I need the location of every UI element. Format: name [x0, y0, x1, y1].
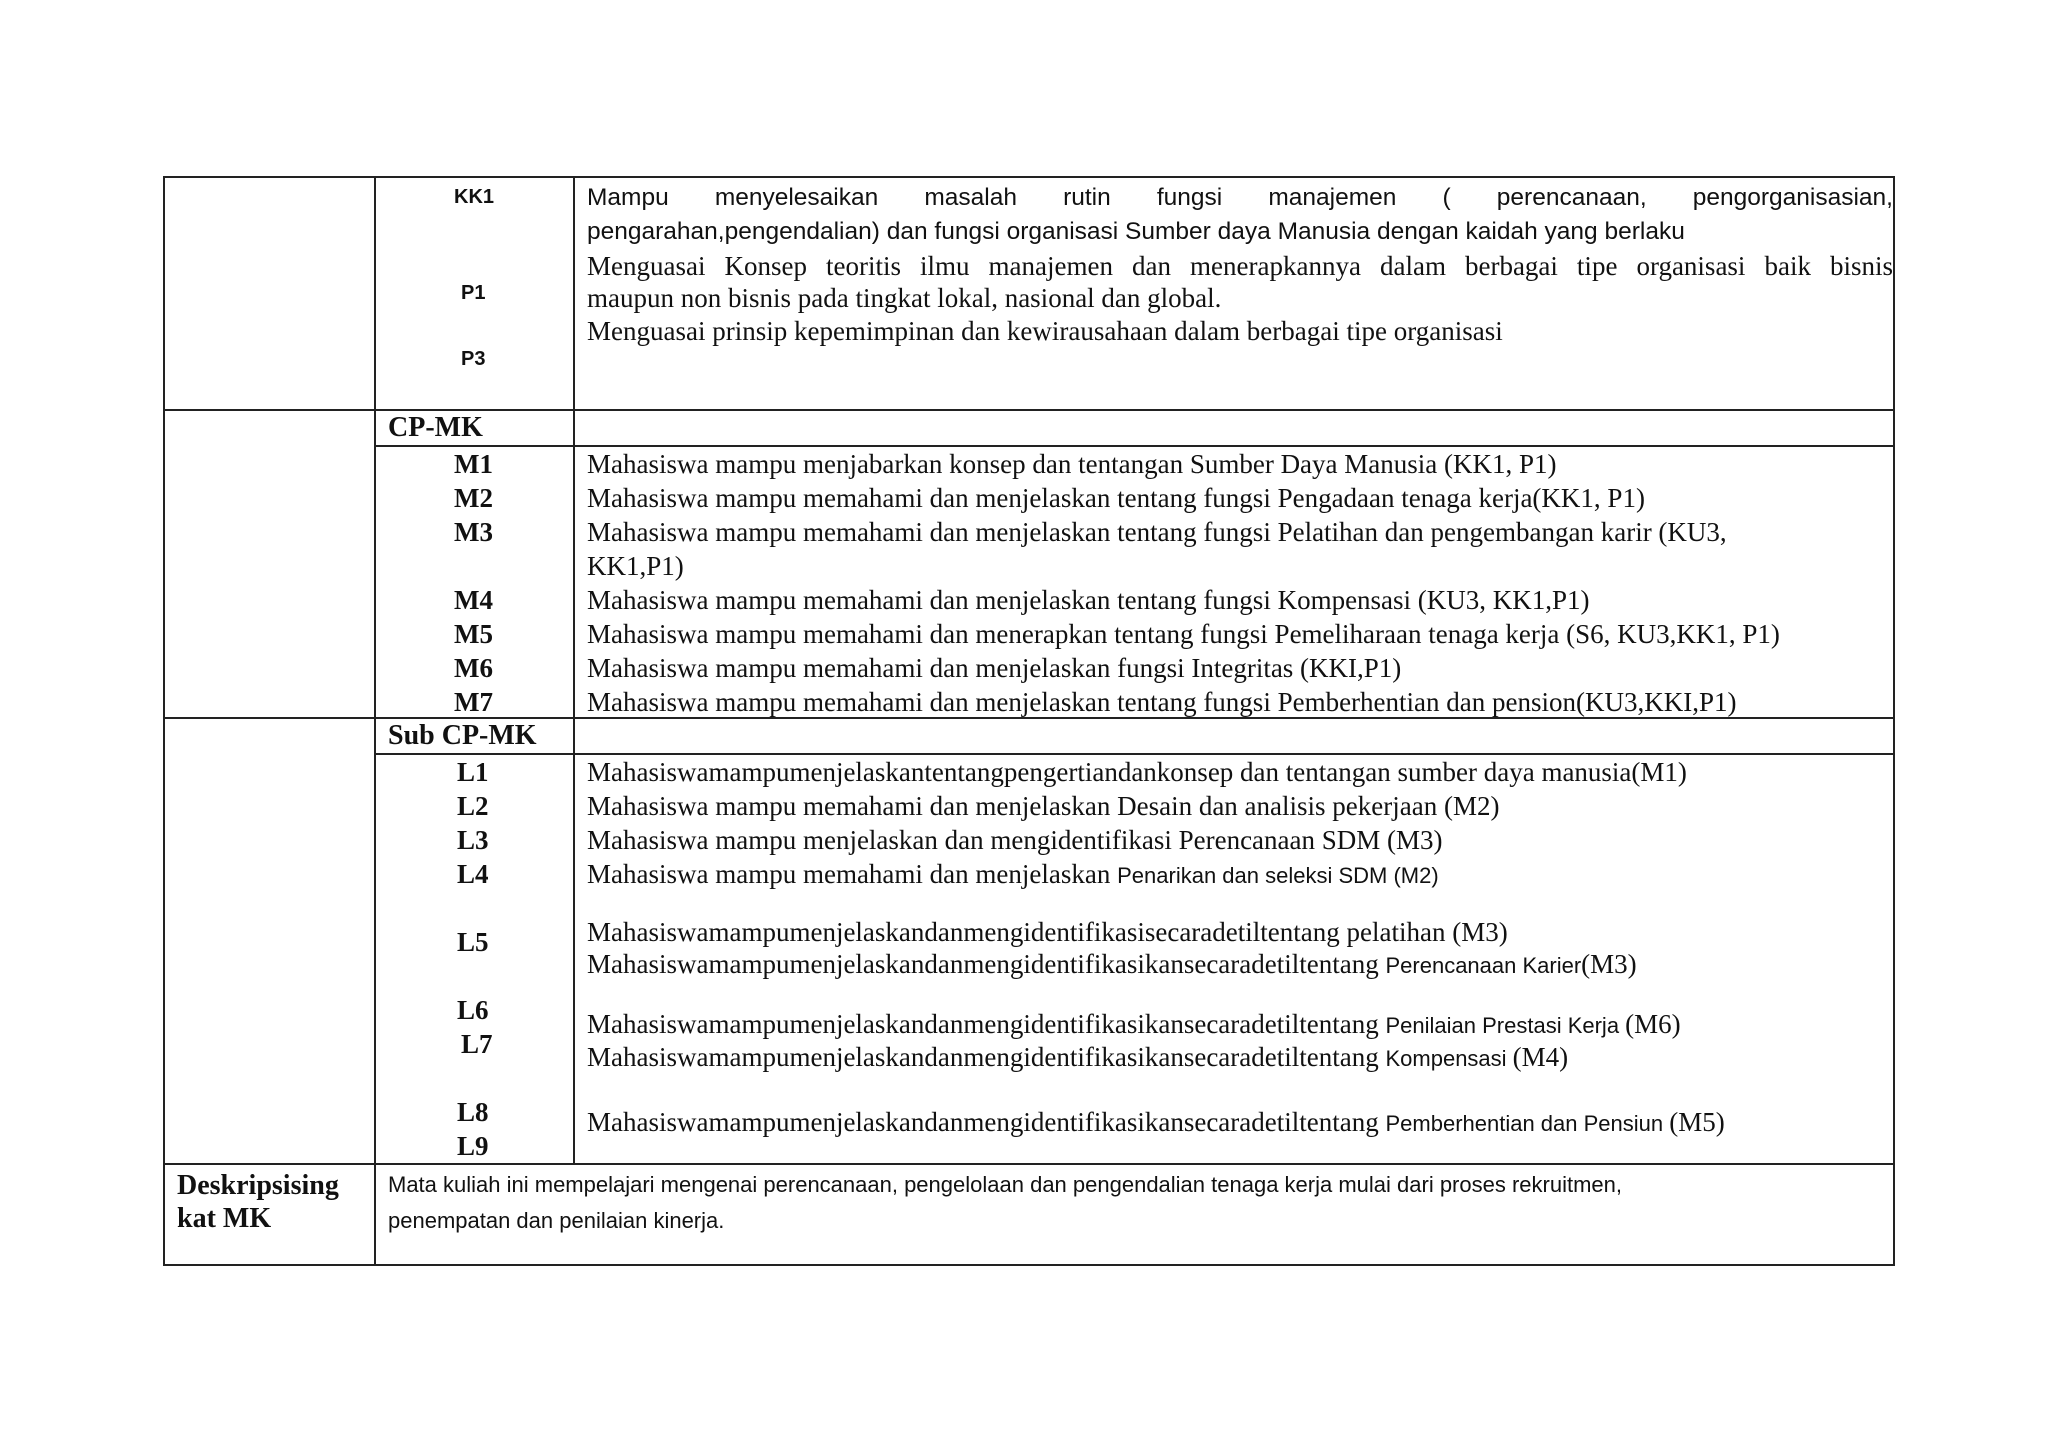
- kk1-line1: Mampu menyelesaikan masalah rutin fungsi manajemen ( perencanaan, pengorganisasian,: [587, 184, 1893, 211]
- l4-text: [587, 857, 1439, 893]
- l6-text-a: Mahasiswamampumenjelaskandanmengidentifikasikansecaradetiltentang: [587, 949, 1386, 979]
- row-subcpmk-content: [164, 754, 1894, 1164]
- l6-text-b: Perencanaan Karier: [1385, 953, 1582, 978]
- code-m5: M5: [454, 619, 493, 649]
- m3-text-cont: KK1,P1): [587, 551, 684, 581]
- cell-cpmk-codes: [375, 446, 574, 718]
- code-m6: M6: [454, 653, 493, 683]
- deskripsi-text-line1: Mata kuliah ini mempelajari mengenai perencanaan, pengelolaan dan pengendalian tenaga kerja mulai dari proses rekruitmen,: [388, 1172, 1622, 1197]
- p1-line2: maupun non bisnis pada tingkat lokal, nasional dan global.: [587, 283, 1222, 313]
- rps-table: [163, 176, 1895, 1266]
- l8-text: [587, 1040, 1568, 1076]
- m6-text: Mahasiswa mampu memahami dan menjelaskan fungsi Integritas (KKI,P1): [587, 653, 1402, 683]
- code-l5: L5: [457, 927, 489, 957]
- code-m4: M4: [454, 585, 493, 615]
- code-l7: L7: [461, 1029, 493, 1059]
- row-deskripsi: [164, 1164, 1894, 1265]
- cell-cpl-desc: [574, 177, 1894, 410]
- cell-empty-a1: [164, 177, 375, 410]
- m2-text: Mahasiswa mampu memahami dan menjelaskan tentang fungsi Pengadaan tenaga kerja(KK1, P1): [587, 483, 1645, 513]
- row-cpmk-header: [164, 410, 1894, 446]
- code-l4: L4: [457, 859, 489, 889]
- cell-deskripsi-label: [164, 1164, 375, 1265]
- code-l3: L3: [457, 825, 489, 855]
- code-m1: M1: [454, 449, 493, 479]
- m5-text: Mahasiswa mampu memahami dan menerapkan tentang fungsi Pemeliharaan tenaga kerja (S6, KU3,KK1, P1): [587, 619, 1780, 649]
- l9-text: [587, 1105, 1725, 1141]
- l2-text: Mahasiswa mampu memahami dan menjelaskan Desain dan analisis pekerjaan (M2): [587, 791, 1500, 821]
- cpmk-header: [375, 410, 574, 446]
- row-cpl: [164, 177, 1894, 410]
- m1-text: Mahasiswa mampu menjabarkan konsep dan tentangan Sumber Daya Manusia (KK1, P1): [587, 449, 1557, 479]
- l8-text-b: Kompensasi: [1385, 1046, 1513, 1071]
- p1-line1: Menguasai Konsep teoritis ilmu manajemen dan menerapkannya dalam berbagai tipe organisasi baik bisnis: [587, 251, 1893, 281]
- m4-text: Mahasiswa mampu memahami dan menjelaskan tentang fungsi Kompensasi (KU3, KK1,P1): [587, 585, 1590, 615]
- code-m2: M2: [454, 483, 493, 513]
- code-kk1: KK1: [454, 186, 495, 208]
- l4-text-b: Penarikan dan seleksi SDM (M2): [1117, 863, 1439, 888]
- subcpmk-header-label: Sub CP-MK: [388, 720, 537, 751]
- l5-text: Mahasiswamampumenjelaskandanmengidentifikasisecaradetiltentang pelatihan (M3): [587, 917, 1508, 947]
- cell-cpmk-header-empty: [574, 410, 1894, 446]
- cell-empty-a2: [164, 410, 375, 718]
- deskripsi-text-line2: penempatan dan penilaian kinerja.: [388, 1208, 725, 1233]
- m3-text: Mahasiswa mampu memahami dan menjelaskan tentang fungsi Pelatihan dan pengembangan karir (KU3,: [587, 517, 1727, 547]
- code-p3: P3: [461, 348, 486, 370]
- code-l6: L6: [457, 995, 489, 1025]
- l7-text: [587, 1007, 1681, 1043]
- l8-text-a: Mahasiswamampumenjelaskandanmengidentifikasikansecaradetiltentang: [587, 1042, 1386, 1072]
- row-cpmk-content: [164, 446, 1894, 718]
- l1-text: Mahasiswamampumenjelaskantentangpengertiandankonsep dan tentangan sumber daya manusia(M1): [587, 757, 1687, 787]
- l9-text-c: (M5): [1669, 1107, 1725, 1137]
- code-l2: L2: [457, 791, 489, 821]
- cell-cpmk-desc: [574, 446, 1894, 718]
- cell-empty-a3: [164, 718, 375, 1164]
- l9-text-a: Mahasiswamampumenjelaskandanmengidentifikasikansecaradetiltentang: [587, 1107, 1386, 1137]
- deskripsi-label-line1: Deskripsising: [177, 1170, 339, 1201]
- l8-text-c: (M4): [1512, 1042, 1569, 1072]
- code-l8: L8: [457, 1097, 489, 1127]
- l4-text-a: Mahasiswa mampu memahami dan menjelaskan: [587, 859, 1118, 889]
- cell-subcpmk-desc: [574, 754, 1894, 1164]
- code-p1: P1: [461, 282, 486, 304]
- cell-deskripsi-text: [375, 1164, 1894, 1265]
- deskripsi-label-line2: kat MK: [177, 1203, 272, 1234]
- cell-subcpmk-header-empty: [574, 718, 1894, 754]
- kk1-line2: pengarahan,pengendalian) dan fungsi organisasi Sumber daya Manusia dengan kaidah yang berlaku: [587, 218, 1685, 245]
- l7-text-c: (M6): [1625, 1009, 1681, 1039]
- l9-text-b: Pemberhentian dan Pensiun: [1385, 1111, 1670, 1136]
- l3-text: Mahasiswa mampu menjelaskan dan mengidentifikasi Perencanaan SDM (M3): [587, 825, 1443, 855]
- code-l1: L1: [457, 757, 489, 787]
- code-m7: M7: [454, 687, 493, 717]
- cell-subcpmk-codes: [375, 754, 574, 1164]
- cpmk-header-label: CP-MK: [388, 412, 483, 443]
- l6-text-c: (M3): [1581, 949, 1637, 979]
- subcpmk-header: [375, 718, 574, 754]
- row-subcpmk-header: [164, 718, 1894, 754]
- l7-text-a: Mahasiswamampumenjelaskandanmengidentifikasikansecaradetiltentang: [587, 1009, 1386, 1039]
- p3-line1: Menguasai prinsip kepemimpinan dan kewirausahaan dalam berbagai tipe organisasi: [587, 316, 1503, 346]
- code-l9: L9: [457, 1131, 489, 1161]
- l7-text-b: Penilaian Prestasi Kerja: [1385, 1013, 1626, 1038]
- code-m3: M3: [454, 517, 493, 547]
- m7-text: Mahasiswa mampu memahami dan menjelaskan tentang fungsi Pemberhentian dan pension(KU3,KKI,P1): [587, 687, 1737, 717]
- cell-cpl-codes: [375, 177, 574, 410]
- l6-text: [587, 947, 1637, 983]
